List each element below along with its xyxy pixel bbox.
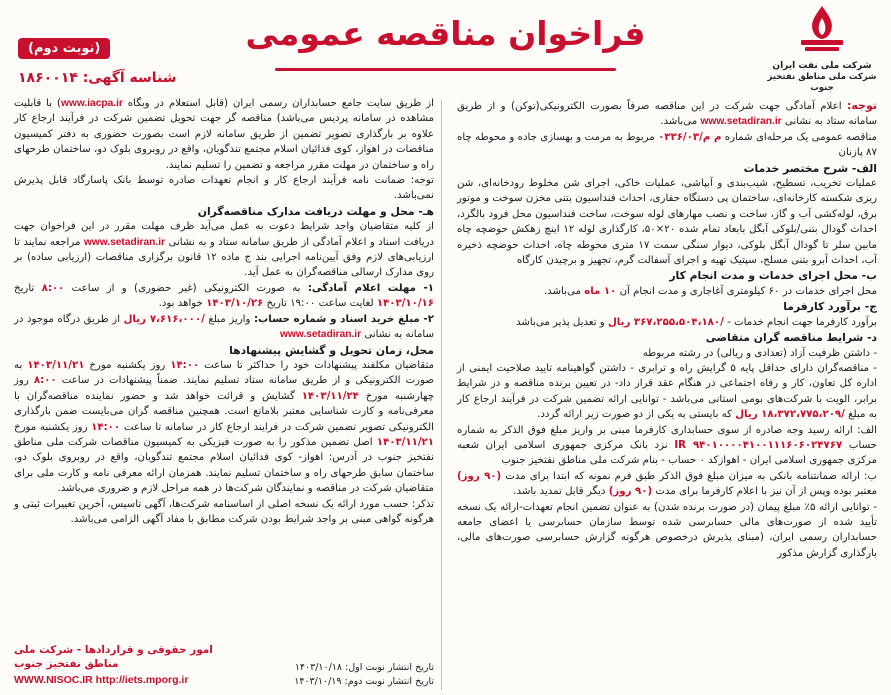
publish-date-first: تاریخ انتشار نوبت اول: ۱۴۰۳/۱۰/۱۸ [294,662,434,673]
pasargad-note: توجه: ضمانت نامه فرآیند ارجاع کار و انجام تعهدات صادره توسط بانک پاسارگاد قابل پذیرش نمی‌باشد. [14,175,434,202]
document-fee: ۲- مبلغ خرید اسناد و شماره حساب: واریز مبلغ /۷،۶۱۶،۰۰۰ ریال از طریق درگاه موجود در سامانه به نشانی www.setadiran.ir [14,313,434,341]
publish-date-second: تاریخ انتشار نوبت دوم: ۱۴۰۳/۱۰/۱۹ [294,676,434,687]
page-title: فراخوان مناقصه عمومی [245,14,646,53]
section-a-text: عملیات تخریب، تسطیح، شیب‌بندی و آبپاشی، عملیات خاکی، اجرای شن مخلوط رودخانه‌ای، شن ریزی شکسته کارخانه‌ای، ساختمان پی دستگاه حفاری، احداث فنداسیون بتنی مخزن سوخت و موتور برق، لوله‌کشی آب و گاز، ساخت و نصب مهارهای لوله سوخت، ساخت فنداسیون محل فرود بالگرد، احداث گودال بتنی/بلوکی آبگل بابعاد تمام شده ۲۰×۵۰، کارگذاری لوله ۱۲ اینچ زهکش حوضچه چاه مابین سلر تا گودال آبگل بلوکی، دیوار سنگی سمت ۱۷ متری محوطه چاه، احداث حوضچه ذخیره آب، احداث آبرو بتنی مسلح، سپتیک تهیه و اجرای آسفالت گرم، تجهیز و برچیدن کارگاه [457,178,877,267]
contract-dept: امور حقوقی و قراردادها - شرکت ملی مناطق نفتخیز جنوب [14,644,213,670]
section-b-heading: ب- محل اجرای خدمات و مدت انجام کار [669,269,877,283]
header [0,0,891,98]
stage-badge: (نوبت دوم) [18,38,110,59]
org-name: شرکت ملی نفت ایران [772,61,872,71]
note-documents: تذکر: حسب مورد ارائه یک نسخه اصلی از اساسنامه شرکت‌ها، آگهی تاسیس، آخرین تغییرات ثبتی و هرگونه گواهی مبنی بر واجد شرایط بودن شرکت مطابق با مفاد آگهی الزامی می‌باشد. [14,498,434,525]
nioc-logo-icon [791,4,853,54]
logo-block [767,4,877,94]
publish-dates [254,661,434,689]
audit-text: از طریق سایت جامع حسابداران رسمی ایران (قابل استعلام در وبگاه www.iacpa.ir) با قابلیت مشاهده در سامانه پردیس می‌باشد) مناقصه گر جهت تحویل تضمین شرکت در فرآیند ارجاع کار علاوه بر بارگذاری تصویر تضمین از طریق سامانه لازم است بصورت حضوری به دفتر کمیسیون مناقصات در اهواز، کوی فدائیان اسلام مجتمع تندگویان، واقع در روبروی بلوک دو، ساختمان طرحهای راه و ساختمان در مهلت مقرر مراجعه و تضمین را تسلیم نمایند. [14,98,434,171]
condition-deposit: الف: ارائه رسید وجه صادره از سوی حسابداری کارفرما مبنی بر واریز مبلغ فوق الذکر به شماره حساب IR ۹۴۰۱۰۰۰۰۴۱۰۰۱۱۱۶۰۶۰۲۴۷۶۷ نزد بانک مرکزی جمهوری اسلامی ایران شعبه مرکزی جمهوری اسلامی ایران - اهوازکد ۰ حساب - بنام شرکت ملی مناطق نفتخیز جنوب [457,424,877,467]
org-subsidiary: شرکت ملی مناطق نفتخیز جنوب [767,72,877,93]
section-a-heading: الف- شرح مختصر خدمات [743,161,877,175]
column-divider [441,100,442,690]
section-h-heading: هـ- محل و مهلت دریافت مدارک مناقصه‌گران [197,204,434,218]
title-underline [275,68,616,71]
left-column [14,96,434,527]
tender-number: مناقصه عمومی یک مرحله‌ای شماره م م/۰۳۳۶/۰۳ مربوط به مرمت و بهسازی جاده و محوطه چاه ۸۷ پازنان [457,131,877,159]
footer-links[interactable]: WWW.NISOC.IR http://iets.mporg.ir [14,674,189,686]
condition-grade: - مناقصه‌گران دارای حداقل پایه ۵ گرایش راه و ترابری - داشتن گواهینامه تایید صلاحیت ایمنی از اداره کل تعاون، کار و رفاه اجتماعی در هنگام عقد قرار داد- در تعیین برنده مناقصه و در شرایط برابر، الویت با شرکت‌های بومی استانی می‌باشد - توانایی ارائه تضمین شرکت در فرآیند ارجاع کار به مبلغ /۱۸،۳۷۲،۷۷۵،۲۰۹ ریال که بایستی به یکی از دو صورت زیر ارائه گردد. [457,362,877,421]
readiness-deadline: ۱- مهلت اعلام آمادگی: به صورت الکترونیکی (غیر حضوری) و از ساعت ۸:۰۰ تاریخ ۱۴۰۳/۱۰/۱۶ لغایت ساعت ۱۹:۰۰ تاریخ ۱۴۰۳/۱۰/۲۶ خواهد بود. [14,282,434,310]
notice-online: توجه: اعلام آمادگی جهت شرکت در این مناقصه صرفاً بصورت الکترونیکی(توکن) و از طریق سامانه ستاد به نشانی www.setadiran.ir می‌باشد. [457,99,877,128]
setad-link[interactable]: www.setadiran.ir [700,116,782,128]
section-h-text: از کلیه متقاضیان واجد شرایط دعوت به عمل می‌آید ظرف مهلت مقرر در این فراخوان جهت دریافت اسناد و اعلام آمادگی از طریق سامانه ستاد و به نشانی www.setadiran.ir مراجعه نمایند تا ارزیابی‌های لازم وفق آیین‌نامه اجرایی بند ج ماده ۱۲ قانون برگزاری مناقصات (ارزیابی ساده) بر روی مدارک ارسالی مناقصه‌گران به عمل آید. [14,221,434,279]
section-b-text: محل اجرای خدمات در ۶۰ کیلومتری آغاجاری و مدت انجام آن ۱۰ ماه می‌باشد. [543,285,877,297]
ad-id: شناسه آگهی: ۱۸۶۰۰۱۴ [18,70,177,86]
section-c-text: برآورد کارفرما جهت انجام خدمات - /۳۶۷،۲۵۵،۵۰۴،۱۸۰ ریال و تعدیل پذیر می‌باشد [516,316,877,328]
iacpa-link[interactable]: www.iacpa.ir [60,98,123,109]
condition-capacity: - داشتن ظرفیت آزاد (تعدادی و ریالی) در رشته مربوطه [642,347,877,359]
setad-link-2[interactable]: www.setadiran.ir [83,236,166,248]
section-v-heading: محل، زمان تحویل و گشایش پیشنهادها [229,343,434,357]
submission-text: متقاضیان مکلفند پیشنهادات خود را حداکثر تا ساعت ۱۴:۰۰ روز یکشنبه مورخ ۱۴۰۳/۱۱/۲۱ به صورت الکترونیکی و از طریق سامانه ستاد تسلیم نمایند. ضمناً پیشنهادات در ساعت ۸:۰۰ روز چهارشنبه مورخ ۱۴۰۳/۱۱/۲۴ گشایش و قرائت خواهد شد و حضور نماینده مناقصه‌گران با معرفی‌نامه و کارت شناسایی معتبر بلامانع است. همچنین مناقصه گران می‌بایست ضمن بارگذاری الکترونیکی تصویر تضمین شرکت در فرایند ارجاع کار در سامانه تا ساعت ۱۴:۰۰ روز یکشنبه مورخ ۱۴۰۳/۱۱/۲۱ اصل تضمین مذکور را به صورت فیزیکی به کمیسیون مناقصات شرکت ملی مناطق نفتخیز جنوب در آدرس: اهواز- کوی فدائیان اسلام مجتمع تندگویان، واقع در روبروی بلوک دو، ساختمان سابق طرحهای راه و ساختمان تسلیم نمایند. همزمان ارائه معرفی نامه و کارت ملی برای متقاضیان شرکت در مناقصه و نمایندگان شرکت‌ها در همه مراحل لازم و ضروری می‌باشد. [14,359,434,495]
right-column [457,98,877,561]
condition-guarantee: ب: ارائه ضمانتنامه بانکی به میزان مبلغ فوق الذکر طبق فرم نمونه که ابتدا برای مدت (۹۰ روز) معتبر بوده وپس از آن نیز با اعلام کارفرما برای مدت (۹۰ روز) دیگر قابل تمدید باشد. [457,470,878,498]
section-d-heading: د- شرایط مناقصه گران متقاضی [705,331,877,345]
condition-financial: - توانایی ارائه ۵٪ مبلغ پیمان (در صورت برنده شدن) به عنوان تضمین انجام تعهدات-ارائه یک نسخه تأیید شده از صورت‌های مالی حسابرسی شده توسط سازمان حسابرسی یا اعضای جامعه حسابداران رسمی ایران، (مبنای پذیرش درخصوص هرگونه گزارش حسابرسی صورت‌های مالی، بارگذاری گزارش مذکور [457,501,877,559]
setad-link-3[interactable]: www.setadiran.ir [279,329,362,341]
section-c-heading: ج- برآورد کارفرما [783,300,877,314]
